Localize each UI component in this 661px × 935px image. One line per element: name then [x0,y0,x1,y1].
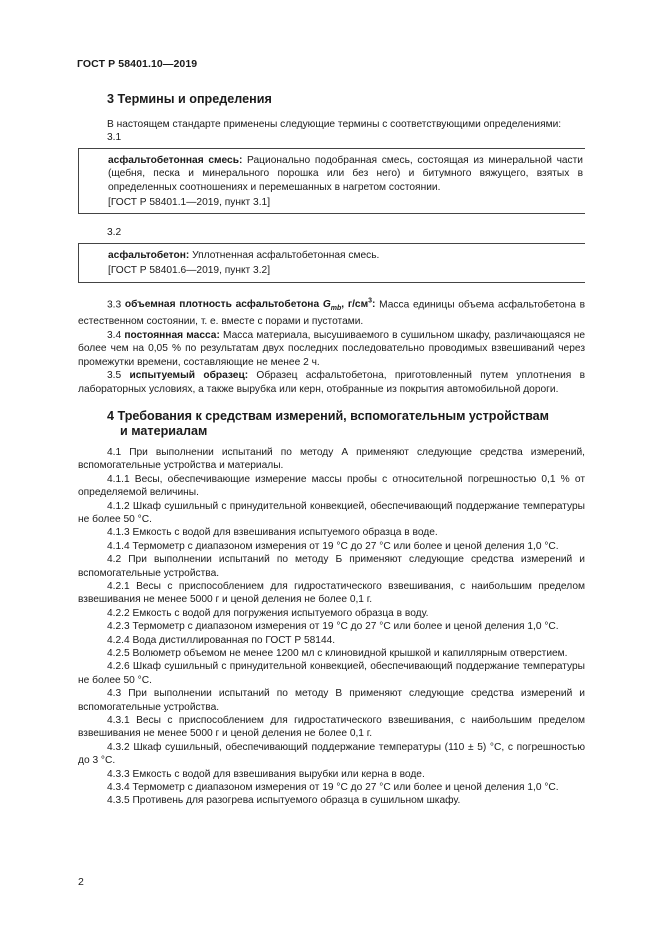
item-4-1: 4.1 При выполнении испытаний по методу А применяют следующие средства измерений, вспомогательные устройства и материалы. [78,446,585,472]
item-4-3-3: 4.3.3 Емкость с водой для взвешивания вырубки или керна в воде. [107,768,425,780]
item-4-2-3: 4.2.3 Термометр с диапазоном измерения от 19 °С до 27 °С или более и ценой деления 1,0 °С. [107,621,559,633]
term-3-2-term: асфальтобетон: [108,249,190,261]
item-4-2-6: 4.2.6 Шкаф сушильный с принудительной конвекцией, обеспечивающий поддержание температуры не более 50 °С. [78,661,585,686]
symbol-g-subscript: mb [330,305,342,313]
term-3-3-number: 3.3 [107,299,122,311]
term-3-4 [78,329,585,369]
item-4-3: 4.3 При выполнении испытаний по методу В применяют следующие средства измерений и вспомогательные устройства. [78,688,585,713]
term-3-5 [78,369,585,396]
item-4-1-3: 4.1.3 Емкость с водой для взвешивания испытуемого образца в воде. [107,527,438,539]
term-3-1-term: асфальтобетонная смесь: [108,154,243,166]
term-3-1-box [78,148,585,215]
term-3-1-text: Рационально подобранная смесь, состоящая из минеральной части (щебня, песка и минерального порошка или без него) и битумного вяжущего, взятых в определенных соотношениях и перемешанных в нагретом состоянии. [108,154,583,193]
term-3-3-term: объемная плотность асфальтобетона $G_{mb}$, $г/см^3$: [124,297,376,313]
term-3-2-reference: [ГОСТ Р 58401.6—2019, пункт 3.2] [108,265,271,277]
term-3-3-text: Масса единицы объема асфальтобетона в естественном состоянии, т. е. вместе с порами и пустотами. [78,299,585,328]
section-4-title: 4 Требования к средствам измерений, вспомогательным устройствам и материалам [107,408,549,438]
item-4-2-4: 4.2.4 Вода дистиллированная по ГОСТ Р 58144. [107,634,336,646]
item-4-3-1: 4.3.1 Весы с приспособлением для гидростатического взвешивания, с наибольшим пределом взвешивания не менее 5000 г и ценой деления не более 0,1 г. [78,715,585,740]
term-3-2-number: 3.2 [107,227,122,239]
term-3-1-reference: [ГОСТ Р 58401.1—2019, пункт 3.1] [108,197,271,209]
unit-superscript: 3 [368,297,373,305]
item-4-2-5: 4.2.5 Волюметр объемом не менее 1200 мл с клиновидной крышкой и капиллярным отверстием. [107,648,568,660]
term-3-5-number: 3.5 [107,370,122,382]
item-4-3-4: 4.3.4 Термометр с диапазоном измерения от 19 °С до 27 °С или более и ценой деления 1,0 °С. [107,782,559,794]
section-3-title: 3 Термины и определения [107,92,272,106]
term-3-2-text: Уплотненная асфальтобетонная смесь. [189,249,380,261]
term-3-5-term: испытуемый образец: [129,370,249,382]
term-3-3 [78,295,585,329]
item-4-3-2: 4.3.2 Шкаф сушильный, обеспечивающий поддержание температуры (110 ± 5) °С, с погрешностью до 3 °С. [78,741,585,767]
term-3-4-number: 3.4 [107,329,122,341]
symbol-g: G [322,299,331,311]
term-3-4-text: Масса материала, высушиваемого в сушильном шкафу, различающаяся не более чем на 0,05 % по результатам двух последних последовательно проводимых взвешиваний через промежутки времени, составляющие не менее 2 ч. [78,329,585,368]
page-content [78,92,585,808]
term-3-2-box [78,243,585,283]
document-header: ГОСТ Р 58401.10—2019 [77,58,198,70]
term-3-1-definition [79,154,585,194]
page-number: 2 [78,876,84,888]
item-4-2: 4.2 При выполнении испытаний по методу Б применяют следующие средства измерений и вспомогательные устройства. [78,554,585,579]
term-3-2-definition [79,249,585,262]
term-3-4-term: постоянная масса: [124,329,220,341]
term-3-1-number: 3.1 [107,132,122,144]
item-4-1-1: 4.1.1 Весы, обеспечивающие измерение массы пробы с относительной погрешностью 0,1 % от определяемой величины. [78,473,585,499]
item-4-2-2: 4.2.2 Емкость с водой для погружения испытуемого образца в воду. [107,607,429,619]
term-3-5-text: Образец асфальтобетона, приготовленный путем уплотнения в лабораторных условиях, а также вырубка или керн, отобранные из покрытия автомобильной дороги. [78,370,585,395]
item-4-1-4: 4.1.4 Термометр с диапазоном измерения от 19 °С до 27 °С или более и ценой деления 1,0 °С. [107,540,559,552]
section-3-intro: В настоящем стандарте применены следующие термины с соответствующими определениями: [107,119,562,130]
item-4-3-5: 4.3.5 Противень для разогрева испытуемого образца в сушильном шкафу. [107,795,461,807]
item-4-2-1: 4.2.1 Весы с приспособлением для гидростатического взвешивания, с наибольшим пределом взвешивания не менее 5000 г и ценой деления не более 0,1 г. [78,580,585,606]
item-4-1-2: 4.1.2 Шкаф сушильный с принудительной конвекцией, обеспечивающий поддержание температуры не более 50 °С. [78,500,585,525]
